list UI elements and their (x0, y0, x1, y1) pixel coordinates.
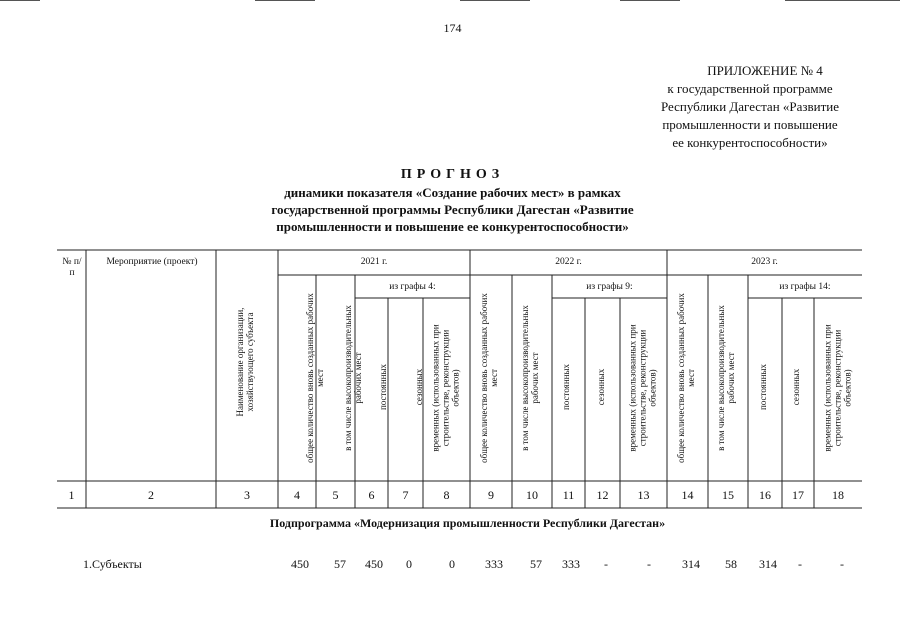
header-temporary: временных (использованных при строительстве, реконструкции объектов) (822, 324, 853, 452)
row-value: - (840, 557, 844, 571)
page-number: 174 (443, 21, 462, 35)
appendix-line: к государственной программе (667, 81, 833, 96)
header-subgroup: из графы 4: (389, 282, 436, 292)
header-no: № п/п (62, 257, 82, 278)
heading-line: государственной программы Республики Дагестан «Развитие (271, 202, 634, 217)
header-temporary: временных (использованных при строительстве, реконструкции объектов) (627, 324, 658, 452)
header-temporary: временных (использованных при строительстве, реконструкции объектов) (430, 324, 461, 452)
row-number: 1. (83, 557, 92, 571)
row-value: 333 (485, 557, 503, 571)
header-permanent: постоянных (561, 364, 571, 410)
column-number: 3 (244, 488, 250, 502)
row-value: 58 (725, 557, 737, 571)
header-permanent: постоянных (758, 364, 768, 410)
column-number: 1 (68, 488, 75, 502)
column-number: 15 (722, 488, 734, 502)
row-value: - (647, 557, 651, 571)
header-subgroup: из графы 9: (586, 282, 633, 292)
column-number: 12 (596, 488, 609, 502)
header-subgroup: из графы 14: (779, 282, 831, 292)
subprogram-title: Подпрограмма «Модернизация промышленности Республики Дагестан» (269, 516, 666, 530)
header-seasonal: сезонных (414, 368, 424, 406)
row-name: Субъекты (92, 557, 142, 571)
appendix-line: Республики Дагестан «Развитие (660, 99, 840, 114)
appendix-line: ее конкурентоспособности» (672, 135, 828, 150)
row-value: 314 (759, 557, 777, 571)
heading-title: ПРОГНОЗ (400, 167, 505, 182)
appendix-title: ПРИЛОЖЕНИЕ № 4 (707, 63, 823, 78)
header-total-jobs: общее количество вновь созданных рабочих мест (676, 293, 696, 463)
row-value: 450 (291, 557, 309, 571)
column-number: 16 (759, 488, 771, 502)
column-number: 11 (562, 488, 575, 502)
appendix-line: промышленности и повышение (662, 117, 838, 132)
header-high-performance: в том числе высокопроизводительных рабочих мест (716, 305, 736, 451)
header-total-jobs: общее количество вновь созданных рабочих мест (479, 293, 499, 463)
row-value: 57 (334, 557, 346, 571)
column-number: 8 (443, 488, 450, 502)
header-year-2021: 2021 г. (360, 257, 388, 267)
column-number: 18 (832, 488, 844, 502)
header-year-2023: 2023 г. (751, 257, 778, 267)
row-value: 314 (682, 557, 700, 571)
column-number: 5 (332, 488, 339, 502)
column-number: 17 (792, 488, 804, 502)
heading-line: динамики показателя «Создание рабочих мест» в рамках (284, 185, 621, 200)
column-number: 2 (148, 488, 154, 502)
heading-line: промышленности и повышение ее конкурентоспособности» (276, 219, 629, 234)
column-number: 6 (368, 488, 375, 502)
column-number: 4 (294, 488, 300, 502)
row-value: - (798, 557, 802, 571)
header-high-performance: в том числе высокопроизводительных рабочих мест (520, 305, 540, 451)
column-number: 7 (402, 488, 409, 502)
row-value: 57 (530, 557, 542, 571)
header-measure: Мероприятие (проект) (106, 257, 198, 267)
header-organization: Наименование организации, хозяйствующего субъекта (235, 307, 255, 417)
column-number: 9 (488, 488, 494, 502)
row-value: 450 (365, 557, 383, 571)
header-seasonal: сезонных (596, 368, 606, 406)
header-high-performance: в том числе высокопроизводительных рабочих мест (343, 305, 363, 451)
column-number: 14 (681, 488, 694, 502)
header-seasonal: сезонных (791, 368, 801, 406)
header-total-jobs: общее количество вновь созданных рабочих мест (305, 293, 325, 463)
header-permanent: постоянных (378, 364, 388, 410)
column-number: 13 (637, 488, 650, 502)
column-number: 10 (526, 488, 538, 502)
row-value: - (604, 557, 608, 571)
row-value: 0 (406, 557, 412, 571)
row-value: 0 (449, 557, 455, 571)
header-year-2022: 2022 г. (555, 257, 582, 267)
row-value: 333 (562, 557, 580, 571)
